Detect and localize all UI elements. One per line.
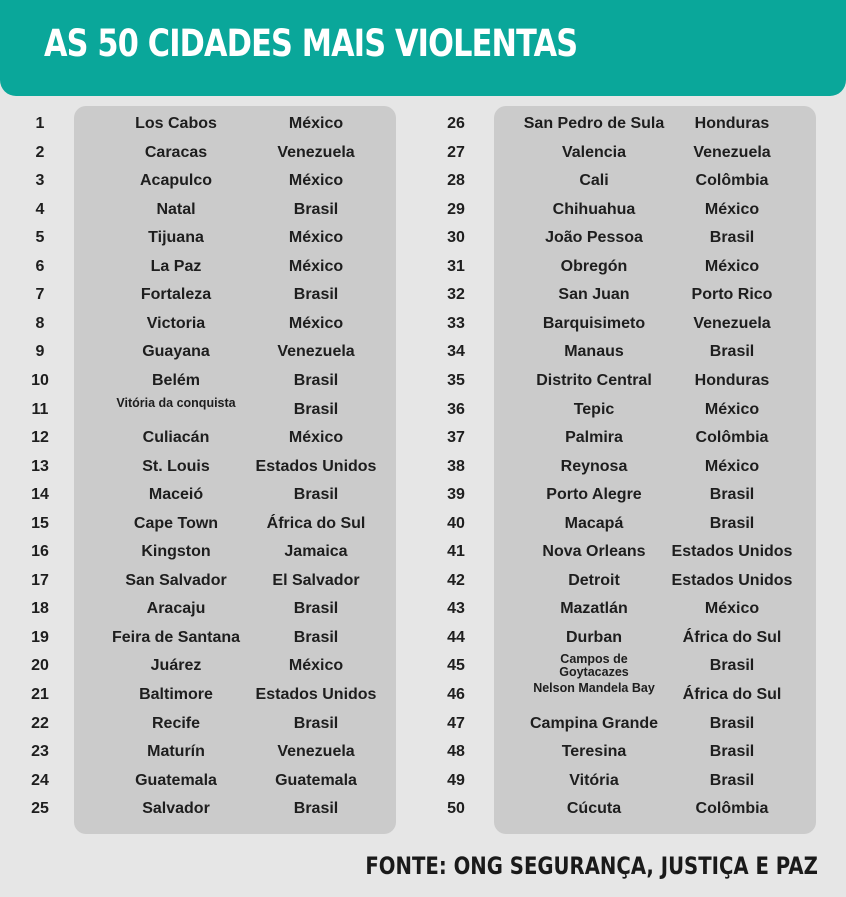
page-title: AS 50 CIDADES MAIS VIOLENTAS xyxy=(44,22,578,65)
rank-number: 5 xyxy=(35,229,45,247)
city-name: Baltimore xyxy=(139,686,213,703)
city-name: Campina Grande xyxy=(529,714,659,732)
rank-number: 10 xyxy=(31,371,49,389)
country-name: México xyxy=(288,257,344,275)
rank-number: 48 xyxy=(447,743,465,761)
country-name: Brasil xyxy=(709,743,755,761)
rank-number: 31 xyxy=(447,257,465,275)
country-name: Brasil xyxy=(293,800,339,818)
city-name: Los Cabos xyxy=(135,115,217,132)
city-name: Distrito Central xyxy=(536,371,652,389)
country-name: Brasil xyxy=(293,486,339,504)
country-name: África do Sul xyxy=(266,514,366,532)
city-name: Campos de Goytacazes xyxy=(559,652,629,680)
city-name: St. Louis xyxy=(142,457,210,475)
list-item xyxy=(0,396,846,424)
list-item xyxy=(0,538,846,566)
country-name: México xyxy=(288,115,344,132)
city-name: Mazatlán xyxy=(560,600,628,618)
rank-number: 24 xyxy=(31,771,49,789)
city-name: João Pessoa xyxy=(545,229,643,247)
country-name: Brasil xyxy=(709,343,755,361)
country-name: Guatemala xyxy=(275,771,357,789)
title-banner xyxy=(0,0,846,96)
country-name: Estados Unidos xyxy=(671,571,793,589)
rank-number: 42 xyxy=(447,571,465,589)
list-item xyxy=(0,595,846,623)
country-name: México xyxy=(704,200,760,218)
rank-number: 15 xyxy=(31,514,49,532)
city-name: Maturín xyxy=(147,743,205,761)
country-name: Estados Unidos xyxy=(255,457,377,475)
rank-number: 14 xyxy=(31,486,49,504)
city-name: Valencia xyxy=(561,143,627,161)
rank-number: 16 xyxy=(31,543,49,561)
country-name: Honduras xyxy=(694,371,770,389)
rank-number: 29 xyxy=(447,200,465,218)
city-name: Natal xyxy=(156,200,196,218)
country-name: Brasil xyxy=(709,229,755,247)
city-name: Culiacán xyxy=(142,429,210,447)
city-name: Reynosa xyxy=(560,457,628,475)
city-name: Nelson Mandela Bay xyxy=(533,681,655,695)
city-name: Fortaleza xyxy=(140,286,212,304)
country-name: México xyxy=(288,314,344,332)
rank-number: 33 xyxy=(447,314,465,332)
rank-number: 9 xyxy=(35,343,45,361)
country-name: Brasil xyxy=(293,400,339,418)
country-name: El Salvador xyxy=(272,571,360,589)
list-item xyxy=(0,510,846,538)
country-name: México xyxy=(288,172,344,190)
city-name: Vitória da conquista xyxy=(116,395,236,410)
city-name: Vitória xyxy=(569,771,619,789)
country-name: México xyxy=(288,229,344,247)
city-name: Cape Town xyxy=(133,514,219,532)
city-name: Manaus xyxy=(564,343,624,361)
rank-number: 25 xyxy=(31,800,49,818)
rank-number: 28 xyxy=(447,172,465,190)
rank-number: 4 xyxy=(35,200,45,218)
city-name: Victoria xyxy=(146,314,206,332)
list-item xyxy=(0,453,846,481)
city-name: Detroit xyxy=(568,571,620,589)
rank-number: 49 xyxy=(447,771,465,789)
city-name: Chihuahua xyxy=(552,200,636,218)
city-name: Tepic xyxy=(573,400,615,418)
city-name: Recife xyxy=(151,714,201,732)
rank-number: 41 xyxy=(447,543,465,561)
rank-number: 46 xyxy=(447,686,465,703)
list-item xyxy=(0,652,846,680)
rank-number: 7 xyxy=(35,286,45,304)
list-item xyxy=(0,338,846,366)
country-name: Brasil xyxy=(293,286,339,304)
city-name: Guayana xyxy=(142,343,210,361)
country-name: Brasil xyxy=(293,371,339,389)
list-item xyxy=(0,310,846,338)
rank-number: 44 xyxy=(447,628,465,646)
country-name: Venezuela xyxy=(693,143,771,161)
rank-number: 8 xyxy=(35,314,45,332)
rank-number: 40 xyxy=(447,514,465,532)
rank-number: 1 xyxy=(35,115,45,132)
country-name: México xyxy=(288,429,344,447)
rank-number: 21 xyxy=(31,686,49,703)
list-item xyxy=(0,253,846,281)
country-name: Jamaica xyxy=(284,543,348,561)
rank-number: 38 xyxy=(447,457,465,475)
country-name: Venezuela xyxy=(693,314,771,332)
country-name: Venezuela xyxy=(277,343,355,361)
country-name: Brasil xyxy=(293,200,339,218)
list-item xyxy=(0,481,846,509)
rank-number: 18 xyxy=(31,600,49,618)
list-item xyxy=(0,710,846,738)
list-item xyxy=(0,681,846,709)
country-name: México xyxy=(704,600,760,618)
city-name: Aracaju xyxy=(146,600,206,618)
rank-number: 37 xyxy=(447,429,465,447)
country-name: Brasil xyxy=(709,771,755,789)
city-name: Salvador xyxy=(142,800,210,818)
country-name: Brasil xyxy=(709,514,755,532)
country-name: Brasil xyxy=(293,714,339,732)
city-name: Belém xyxy=(151,371,201,389)
list-item xyxy=(0,224,846,252)
city-name: Feira de Santana xyxy=(111,628,241,646)
list-item xyxy=(0,167,846,195)
city-name: Acapulco xyxy=(139,172,212,190)
rank-number: 45 xyxy=(447,657,465,675)
list-item xyxy=(0,767,846,795)
list-item xyxy=(0,139,846,167)
city-name: San Pedro de Sula xyxy=(523,115,665,132)
rank-number: 43 xyxy=(447,600,465,618)
city-name: La Paz xyxy=(150,257,202,275)
city-name: Palmira xyxy=(565,429,623,447)
country-name: México xyxy=(288,657,344,675)
rank-number: 30 xyxy=(447,229,465,247)
rank-number: 19 xyxy=(31,628,49,646)
list-item xyxy=(0,281,846,309)
rank-number: 50 xyxy=(447,800,465,818)
rank-number: 22 xyxy=(31,714,49,732)
list-item xyxy=(0,624,846,652)
rank-number: 32 xyxy=(447,286,465,304)
city-name: Macapá xyxy=(564,514,624,532)
country-name: África do Sul xyxy=(682,628,782,646)
list-item xyxy=(0,367,846,395)
rank-number: 35 xyxy=(447,371,465,389)
list-item xyxy=(0,196,846,224)
rank-number: 26 xyxy=(447,115,465,132)
rank-number: 47 xyxy=(447,714,465,732)
list-item xyxy=(0,424,846,452)
rank-number: 3 xyxy=(35,172,45,190)
rank-number: 34 xyxy=(447,343,465,361)
city-name: Cúcuta xyxy=(566,800,622,818)
city-name: Maceió xyxy=(148,486,204,504)
country-name: México xyxy=(704,400,760,418)
city-name: Kingston xyxy=(141,543,211,561)
rank-number: 20 xyxy=(31,657,49,675)
country-name: Brasil xyxy=(709,657,755,675)
country-name: Porto Rico xyxy=(691,286,773,304)
city-name: San Juan xyxy=(558,286,630,304)
city-name: Barquisimeto xyxy=(542,314,646,332)
country-name: Colômbia xyxy=(695,429,769,447)
city-name: Guatemala xyxy=(135,771,217,789)
country-name: Venezuela xyxy=(277,743,355,761)
list-item xyxy=(0,738,846,766)
country-name: Brasil xyxy=(709,486,755,504)
city-name: San Salvador xyxy=(125,571,227,589)
rank-number: 23 xyxy=(31,743,49,761)
city-name: Tijuana xyxy=(148,229,204,247)
rank-number: 39 xyxy=(447,486,465,504)
city-name: Obregón xyxy=(560,257,628,275)
list-item xyxy=(0,795,846,823)
rank-number: 17 xyxy=(31,571,49,589)
source-credit: FONTE: ONG SEGURANÇA, JUSTIÇA E PAZ xyxy=(365,852,818,880)
country-name: Brasil xyxy=(293,628,339,646)
city-name: Caracas xyxy=(144,143,208,161)
rank-number: 36 xyxy=(447,400,465,418)
country-name: México xyxy=(704,457,760,475)
rank-number: 12 xyxy=(31,429,49,447)
country-name: Colômbia xyxy=(695,172,769,190)
country-name: Brasil xyxy=(293,600,339,618)
rank-number: 27 xyxy=(447,143,465,161)
list-item xyxy=(0,567,846,595)
country-name: Estados Unidos xyxy=(255,686,377,703)
country-name: Venezuela xyxy=(277,143,355,161)
country-name: África do Sul xyxy=(682,686,782,703)
list-item xyxy=(0,110,846,138)
rank-number: 2 xyxy=(35,143,45,161)
city-name: Porto Alegre xyxy=(546,486,642,504)
city-name: Durban xyxy=(566,628,622,646)
country-name: Brasil xyxy=(709,714,755,732)
country-name: Colômbia xyxy=(695,800,769,818)
country-name: Honduras xyxy=(694,115,770,132)
country-name: México xyxy=(704,257,760,275)
city-name: Juárez xyxy=(150,657,202,675)
city-name: Teresina xyxy=(561,743,627,761)
rank-number: 11 xyxy=(31,400,49,418)
rank-number: 6 xyxy=(35,257,45,275)
rank-number: 13 xyxy=(31,457,49,475)
city-name: Nova Orleans xyxy=(542,543,646,561)
country-name: Estados Unidos xyxy=(671,543,793,561)
city-name: Cali xyxy=(579,172,609,190)
